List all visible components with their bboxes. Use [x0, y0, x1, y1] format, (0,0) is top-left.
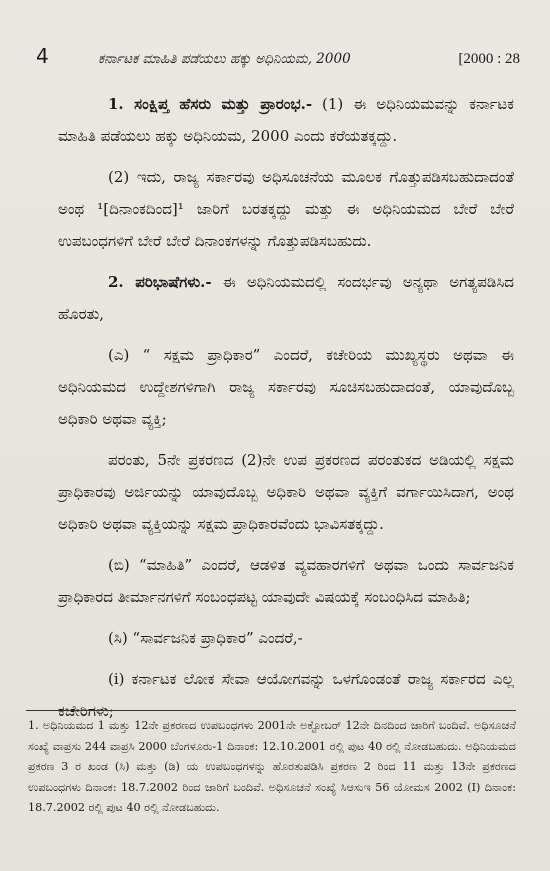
footnote-divider [26, 710, 516, 711]
page-header [36, 44, 520, 68]
page-number: 4 [36, 44, 49, 68]
section-1-text: (1) ಈ ಅಧಿನಿಯಮವನ್ನು ಕರ್ನಾಟಕ ಮಾಹಿತಿ ಪಡೆಯಲು ಹಕ್ಕು ಅಧಿನಿಯಮ, 2000 ಎಂದು ಕರೆಯತಕ್ಕದ್ದು. [58, 95, 514, 145]
footnote [28, 716, 516, 819]
clause-c: (ಸಿ) “ಸಾರ್ವಜನಿಕ ಪ್ರಾಧಿಕಾರ” ಎಂದರೆ,- [108, 629, 303, 647]
act-reference: [2000 : 28 [458, 51, 520, 67]
footnote-1: 1. ಅಧಿನಿಯಮದ 1 ಮತ್ತು 12ನೇ ಪ್ರಕರಣದ ಉಪಬಂಧಗಳು 2001ನೇ ಅಕ್ಟೋಬರ್ 12ನೇ ದಿನದಿಂದ ಜಾರಿಗೆ ಬಂದಿವೆ. ಅಧಿಸೂಚನೆ ಸಂಖ್ಯೆ ವಾಪ್ರಸು 244 ವಾಪ್ರಸಿ 2000 ಬೆಂಗಳೂರು-1 ದಿನಾಂಕ: 12.10.2001 ರಲ್ಲಿ ಪುಟ 40 ರಲ್ಲಿ ನೋಡಬಹುದು. ಅಧಿನಿಯಮದ ಪ್ರಕರಣ 3 ರ ಖಂಡ (ಸಿ) ಮತ್ತು (ಡಿ) ಯ ಉಪಬಂಧಗಳನ್ನು ಹೊರತುಪಡಿಸಿ ಪ್ರಕರಣ 2 ರಿಂದ 11 ಮತ್ತು 13ನೇ ಪ್ರಕರಣದ ಉಪಬಂಧಗಳು ದಿನಾಂಕ: 18.7.2002 ರಿಂದ ಜಾರಿಗೆ ಬಂದಿವೆ. ಅಧಿಸೂಚನೆ ಸಂಖ್ಯೆ ಸಿಆಸುಇ 56 ಯೋಮಸ 2002 (I) ದಿನಾಂಕ: 18.7.2002 ರಲ್ಲಿ ಪುಟ 40 ರಲ್ಲಿ ನೋಡಬಹುದು. [28, 719, 516, 814]
section-2-paragraph [58, 266, 514, 330]
clause-c-item-i: (i) ಕರ್ನಾಟಕ ಲೋಕ ಸೇವಾ ಆಯೋಗವನ್ನು ಒಳಗೊಂಡಂತೆ ರಾಜ್ಯ ಸರ್ಕಾರದ ಎಲ್ಲ ಕಚೇರಿಗಳು; [58, 670, 514, 720]
section-2-heading: 2. ಪರಿಭಾಷೆಗಳು.- [108, 273, 212, 291]
section-1-heading: 1. ಸಂಕ್ಷಿಪ್ತ ಹೆಸರು ಮತ್ತು ಪ್ರಾರಂಭ.- [108, 95, 313, 113]
section-1-subsection-2: (2) ಇದು, ರಾಜ್ಯ ಸರ್ಕಾರವು ಅಧಿಸೂಚನೆಯ ಮೂಲಕ ಗೊತ್ತುಪಡಿಸಬಹುದಾದಂತೆ ಅಂಥ ¹[ದಿನಾಂಕದಿಂದ]¹ ಜಾರಿಗೆ ಬರತಕ್ಕದ್ದು ಮತ್ತು ಈ ಅಧಿನಿಯಮದ ಬೇರೆ ಬೇರೆ ಉಪಬಂಧಗಳಿಗೆ ಬೇರೆ ಬೇರೆ ದಿನಾಂಕಗಳನ್ನು ಗೊತ್ತುಪಡಿಸಬಹುದು. [58, 168, 514, 250]
section-2-text: ಈ ಅಧಿನಿಯಮದಲ್ಲಿ ಸಂದರ್ಭವು ಅನ್ಯಥಾ ಅಗತ್ಯಪಡಿಸಿದ ಹೊರತು, [58, 273, 514, 323]
clause-b: (ಬಿ) “ಮಾಹಿತಿ” ಎಂದರೆ, ಆಡಳಿತ ವ್ಯವಹಾರಗಳಿಗೆ ಅಥವಾ ಒಂದು ಸಾರ್ವಜನಿಕ ಪ್ರಾಧಿಕಾರದ ತೀರ್ಮಾನಗಳಿಗೆ ಸಂಬಂಧಪಟ್ಟ ಯಾವುದೇ ವಿಷಯಕ್ಕೆ ಸಂಬಂಧಿಸಿದ ಮಾಹಿತಿ; [58, 556, 514, 606]
document-body [58, 88, 514, 736]
section-1-paragraph [58, 88, 514, 152]
running-title: ಕರ್ನಾಟಕ ಮಾಹಿತಿ ಪಡೆಯಲು ಹಕ್ಕು ಅಧಿನಿಯಮ, 2000 [98, 51, 351, 67]
clause-a-proviso: ಪರಂತು, 5ನೇ ಪ್ರಕರಣದ (2)ನೇ ಉಪ ಪ್ರಕರಣದ ಪರಂತುಕದ ಅಡಿಯಲ್ಲಿ ಸಕ್ಷಮ ಪ್ರಾಧಿಕಾರವು ಅರ್ಜಿಯನ್ನು ಯಾವುದೊಬ್ಬ ಅಧಿಕಾರಿ ಅಥವಾ ವ್ಯಕ್ತಿಗೆ ವರ್ಗಾಯಿಸಿದಾಗ, ಅಂಥ ಅಧಿಕಾರಿ ಅಥವಾ ವ್ಯಕ್ತಿಯನ್ನು ಸಕ್ಷಮ ಪ್ರಾಧಿಕಾರವೆಂದು ಭಾವಿಸತಕ್ಕದ್ದು. [58, 451, 514, 533]
clause-a: (ಎ) “ ಸಕ್ಷಮ ಪ್ರಾಧಿಕಾರ” ಎಂದರೆ, ಕಚೇರಿಯ ಮುಖ್ಯಸ್ಥರು ಅಥವಾ ಈ ಅಧಿನಿಯಮದ ಉದ್ದೇಶಗಳಿಗಾಗಿ ರಾಜ್ಯ ಸರ್ಕಾರವು ಸೂಚಿಸಬಹುದಾದಂತೆ, ಯಾವುದೊಬ್ಬ ಅಧಿಕಾರಿ ಅಥವಾ ವ್ಯಕ್ತಿ; [58, 346, 514, 428]
